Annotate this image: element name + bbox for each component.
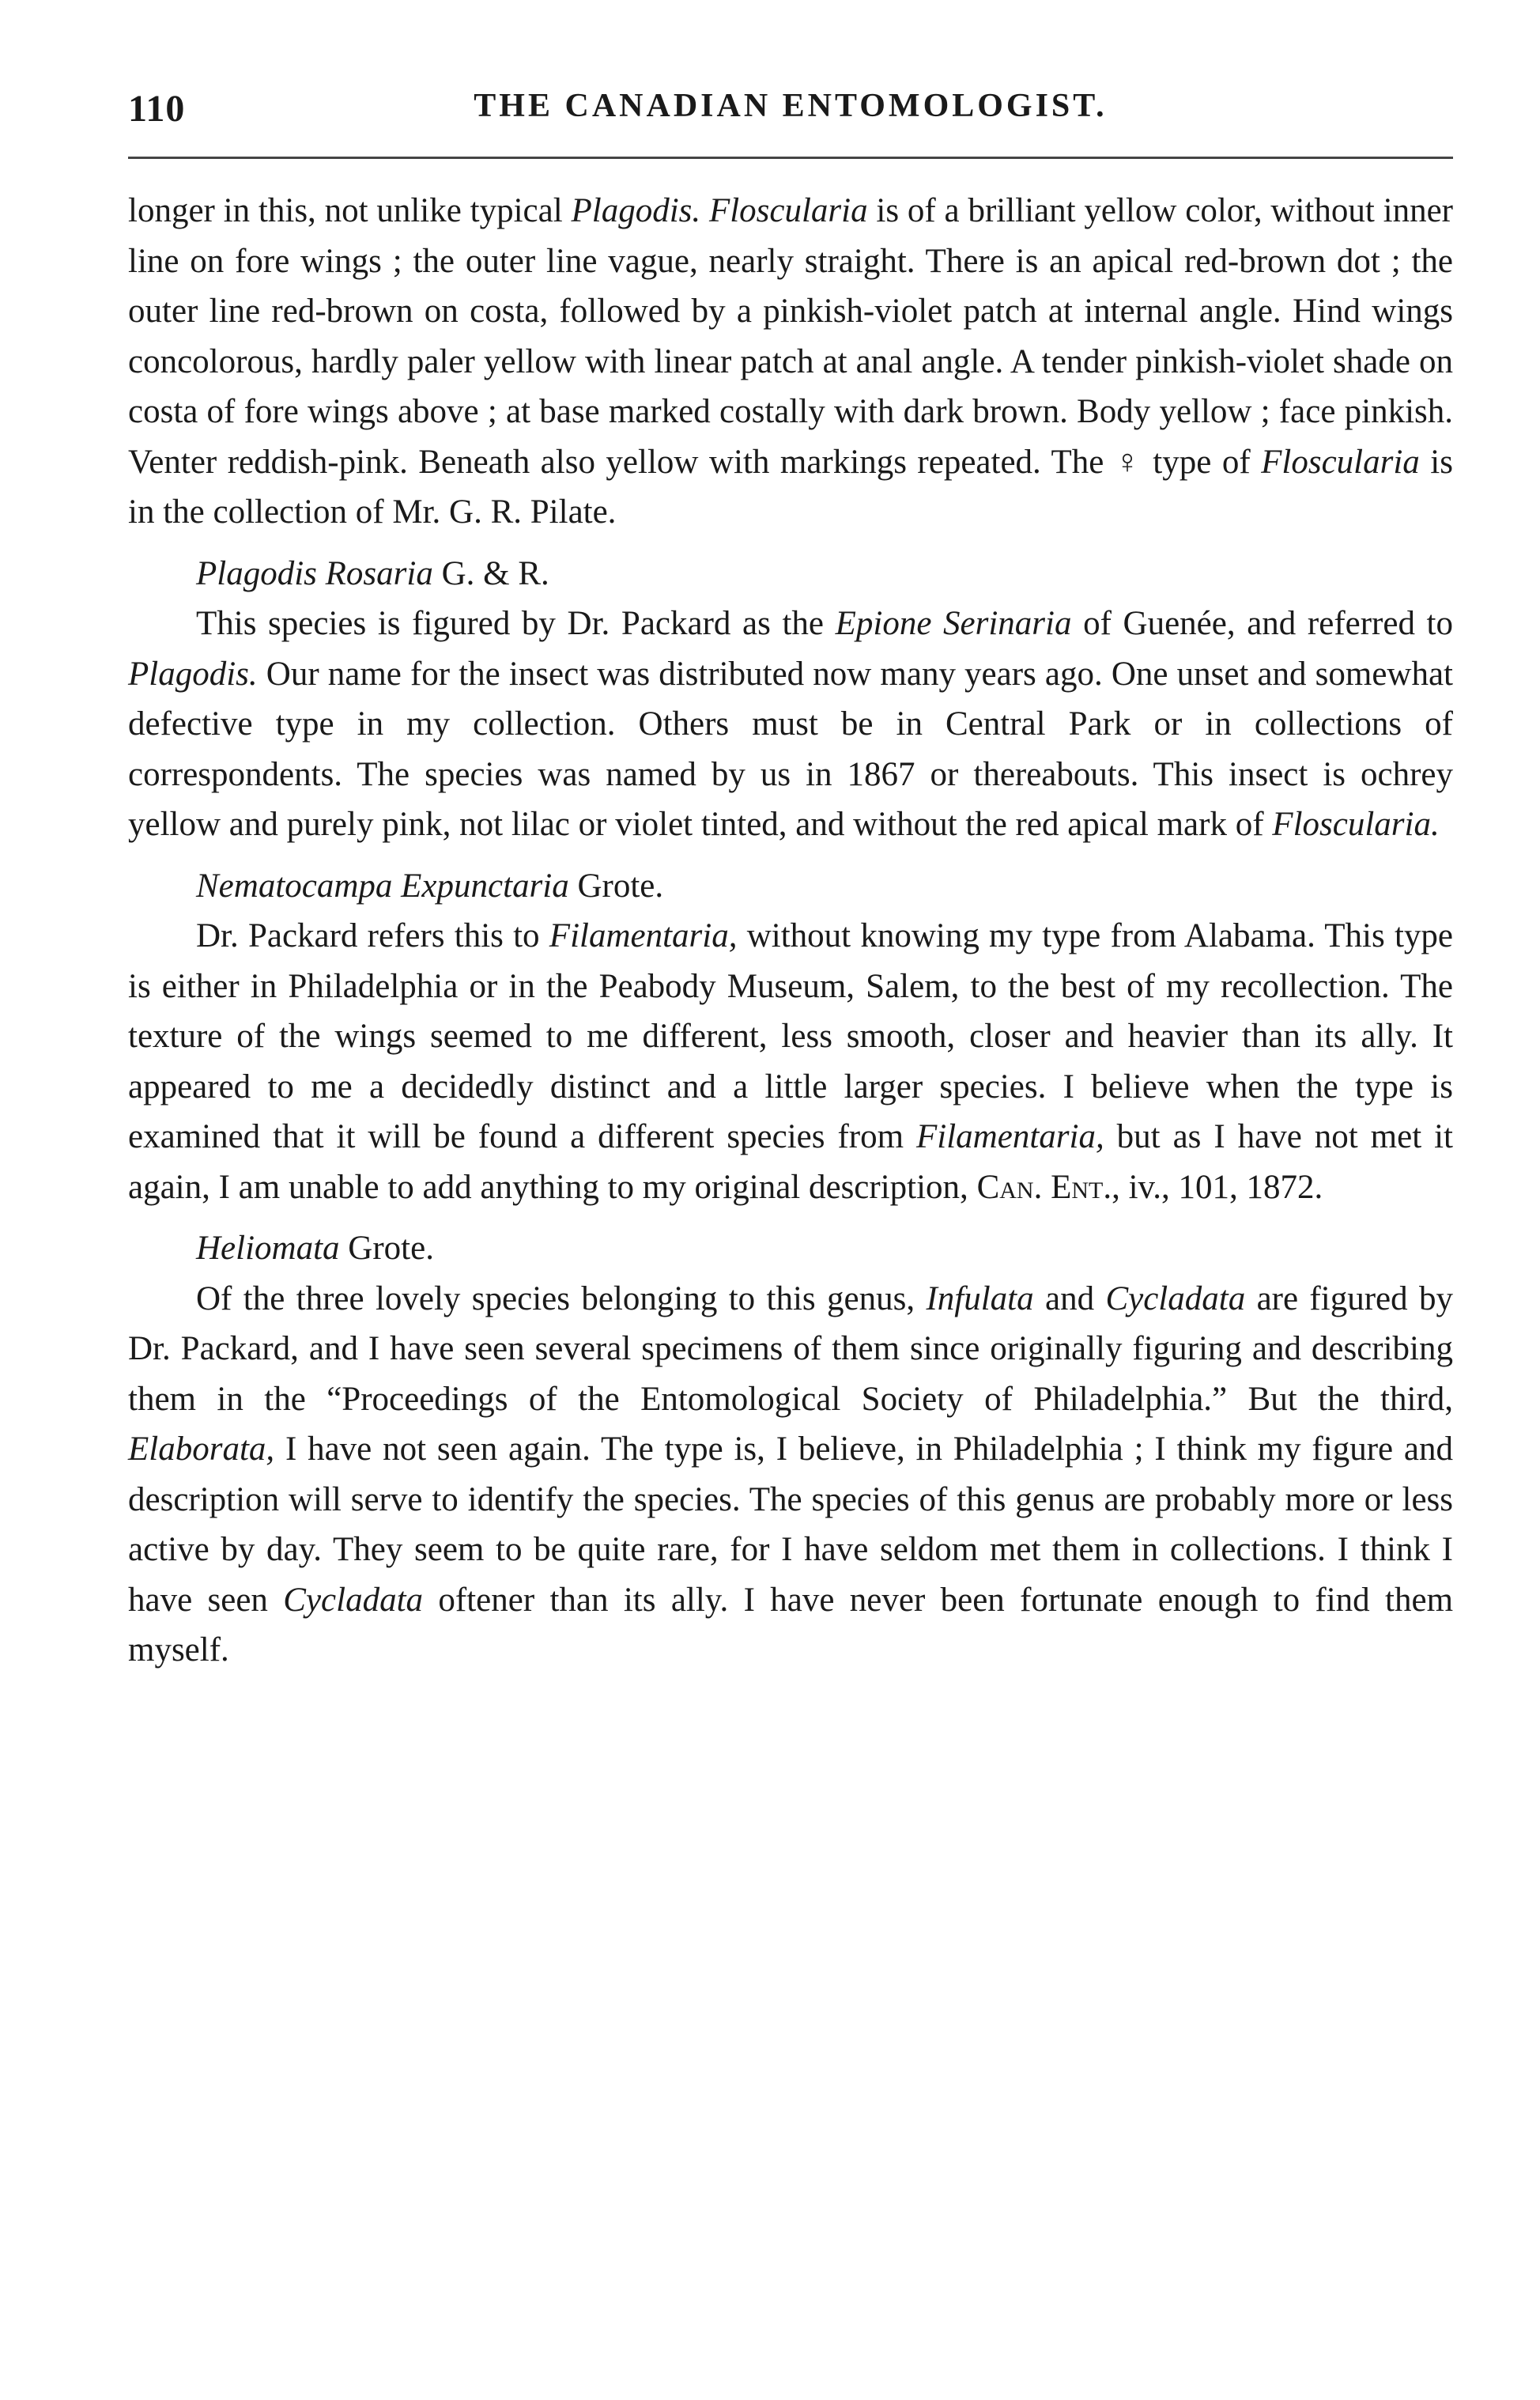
page-number: 110 bbox=[128, 88, 186, 130]
paragraph-floscularia: longer in this, not unlike typical Plagodis. Floscularia is of a brilliant yellow color, without inner line on fore wings ; the outer line vague, nearly straight. There is an apical red-brown dot ; the outer line red-brown on costa, followed by a pinkish-violet patch at internal angle. Hind wings concolorous, hardly paler yellow with linear patch at anal angle. A tender pinkish-violet shade on costa of fore wings above ; at base marked costally with dark brown. Body yellow ; face pinkish. Venter reddish-pink. Beneath also yellow with markings repeated. The ♀ type of Floscularia is in the collection of Mr. G. R. Pilate. bbox=[128, 192, 1453, 531]
header-rule bbox=[128, 157, 1453, 159]
running-title: THE CANADIAN ENTOMOLOGIST. bbox=[474, 88, 1108, 124]
paragraph-nematocampa: Dr. Packard refers this to Filamentaria, without knowing my type from Alabama. This type is either in Philadelphia or in the Peabody Museum, Salem, to the best of my recollection. The texture of the wings seemed to me different, less smooth, closer and heavier than its ally. It appeared to me a decidedly distinct and a little larger species. I believe when the type is examined that it will be found a different species from Filamentaria, but as I have not met it again, I am unable to add anything to my original description, Can. Ent., iv., 101, 1872. bbox=[128, 917, 1453, 1206]
species-heading-plagodis-rosaria: Plagodis Rosaria G. & R. bbox=[196, 554, 549, 592]
document-page bbox=[128, 87, 1453, 1676]
species-heading-heliomata: Heliomata Grote. bbox=[196, 1230, 434, 1267]
species-heading-nematocampa: Nematocampa Expunctaria Grote. bbox=[196, 867, 664, 905]
paragraph-heliomata: Of the three lovely species belonging to this genus, Infulata and Cycladata are figured by Dr. Packard, and I have seen several specimens of them since originally figuring and describing them in the “Proceedings of the Entomological Society of Philadelphia.” But the third, Elaborata, I have not seen again. The type is, I believe, in Philadelphia ; I think my figure and description will serve to identify the species. The species of this genus are probably more or less active by day. They seem to be quite rare, for I have seldom met them in collections. I think I have seen Cycladata oftener than its ally. I have never been fortunate enough to find them myself. bbox=[128, 1279, 1454, 1669]
page-header bbox=[128, 87, 1453, 142]
paragraph-plagodis-rosaria: This species is figured by Dr. Packard as the Epione Serinaria of Guenée, and referred to Plagodis. Our name for the insect was distributed now many years ago. One unset and somewhat defective type in my collection. Others must be in Central Park or in collections of correspondents. The species was named by us in 1867 or thereabouts. This insect is ochrey yellow and purely pink, not lilac or violet tinted, and without the red apical mark of Floscularia. bbox=[128, 605, 1454, 843]
article-body bbox=[128, 186, 1453, 1676]
